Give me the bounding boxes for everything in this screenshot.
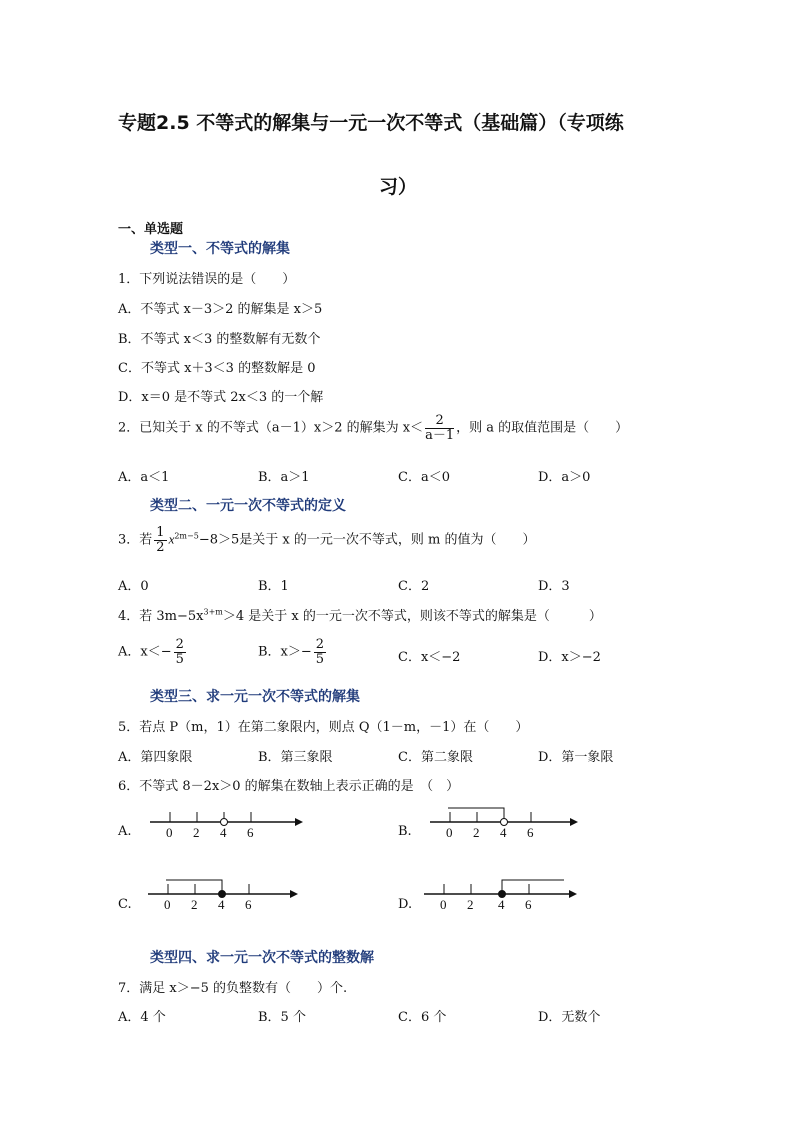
- q6-number-line-c: [140, 872, 310, 922]
- q2-frac-num: 2: [425, 414, 454, 429]
- q2-option-c: C．a＜0: [398, 470, 450, 485]
- q3-expr: x: [168, 531, 175, 547]
- q3-fraction: [154, 526, 166, 554]
- q4-b-pre: B．x＞−: [258, 644, 312, 660]
- q4-pre: 4．若 3m−5x: [118, 609, 204, 624]
- q2-stem: [118, 414, 628, 442]
- tick-label-0: 0: [440, 897, 447, 912]
- q6-option-d-label: D.: [398, 897, 413, 912]
- q4-option-c: C．x＜−2: [398, 650, 461, 665]
- q3-expr-post: −8＞5: [198, 532, 240, 548]
- q5-option-c: C．第二象限: [398, 750, 473, 765]
- q2-stem-post: ，则 a 的取值范围是（ ）: [456, 420, 629, 436]
- solution-bracket: [502, 880, 564, 894]
- q6-option-a-label: A.: [118, 824, 132, 839]
- tick-label-2: 2: [193, 825, 200, 840]
- tick-label-6: 6: [525, 897, 532, 912]
- axis-arrow: [569, 890, 577, 898]
- q3-stem: [118, 526, 535, 554]
- q6-option-b-label: B.: [398, 824, 412, 839]
- type3-heading: 类型三、求一元一次不等式的解集: [150, 689, 360, 705]
- q3-post: 是关于 x 的一元一次不等式，则 m 的值为（ ）: [239, 532, 536, 548]
- q7-option-c: C．6 个: [398, 1010, 447, 1025]
- q2-fraction: [425, 414, 454, 442]
- axis-arrow: [290, 890, 298, 898]
- page-title-line2: 习）: [379, 176, 418, 198]
- tick-label-6: 6: [247, 825, 254, 840]
- q6-stem: 6．不等式 8－2x＞0 的解集在数轴上表示正确的是 （ ）: [118, 779, 460, 794]
- axis-arrow: [570, 818, 578, 826]
- q4-option-b: [258, 638, 328, 666]
- solution-bracket: [448, 808, 504, 822]
- solution-bracket: [166, 880, 222, 894]
- q4-exponent: 3+m: [203, 607, 223, 617]
- q2-frac-den: a－1: [425, 427, 455, 443]
- q4-stem: [118, 605, 602, 624]
- tick-label-6: 6: [245, 897, 252, 912]
- q6-option-c-label: C.: [118, 897, 132, 912]
- q2-option-d: D．a＞0: [538, 470, 591, 485]
- tick-label-0: 0: [446, 825, 453, 840]
- tick-label-4: 4: [498, 897, 505, 912]
- q5-stem: 5．若点 P（m，1）在第二象限内，则点 Q（1－m，－1）在（ ）: [118, 720, 529, 735]
- q3-frac-num: 1: [156, 525, 165, 540]
- q4-option-d: D．x＞−2: [538, 650, 601, 665]
- q4-b-fraction: [314, 638, 326, 666]
- q4-a-fraction: [174, 638, 186, 666]
- tick-label-2: 2: [467, 897, 474, 912]
- tick-label-4: 4: [220, 825, 227, 840]
- q1-option-d: D．x＝0 是不等式 2x＜3 的一个解: [118, 390, 324, 405]
- q5-option-b: B．第三象限: [258, 750, 333, 765]
- q2-stem-pre: 2．已知关于 x 的不等式（a－1）x＞2 的解集为 x＜: [118, 420, 424, 436]
- tick-label-0: 0: [166, 825, 173, 840]
- q7-stem: 7．满足 x＞−5 的负整数有（ ）个.: [118, 981, 348, 996]
- q3-option-d: D．3: [538, 579, 570, 594]
- q2-option-b: B．a＞1: [258, 470, 310, 485]
- q6-number-line-b: [420, 800, 590, 850]
- tick-label-0: 0: [164, 897, 171, 912]
- type1-heading: 类型一、不等式的解集: [150, 241, 290, 257]
- q6-number-line-a: [140, 800, 310, 850]
- q7-option-d: D．无数个: [538, 1010, 601, 1025]
- q4-b-num: 2: [315, 637, 325, 652]
- q6-number-line-d: [414, 872, 584, 922]
- q4-option-a: [118, 638, 188, 666]
- q1-option-c: C．不等式 x＋3＜3 的整数解是 0: [118, 361, 316, 376]
- q3-option-c: C．2: [398, 579, 430, 594]
- tick-label-2: 2: [473, 825, 480, 840]
- tick-label-2: 2: [191, 897, 198, 912]
- type2-heading: 类型二、一元一次不等式的定义: [150, 498, 346, 514]
- q3-frac-den: 2: [156, 539, 165, 555]
- axis-arrow: [295, 818, 303, 826]
- section-heading: 一、单选题: [118, 222, 184, 237]
- q5-option-d: D．第一象限: [538, 750, 614, 765]
- tick-label-6: 6: [527, 825, 534, 840]
- q1-option-a: A．不等式 x－3＞2 的解集是 x＞5: [118, 302, 323, 317]
- q3-exponent: 2m−5: [174, 531, 199, 541]
- q7-option-b: B．5 个: [258, 1010, 306, 1025]
- q4-a-den: 5: [175, 651, 184, 667]
- q1-stem: 1．下列说法错误的是（ ）: [118, 272, 296, 287]
- q4-a-pre: A．x＜−: [118, 644, 172, 660]
- q4-b-den: 5: [315, 651, 325, 667]
- tick-label-4: 4: [218, 897, 225, 912]
- q4-post: ＞4 是关于 x 的一元一次不等式，则该不等式的解集是（ ）: [222, 609, 602, 624]
- q3-pre: 3．若: [118, 532, 153, 548]
- q2-option-a: A．a＜1: [118, 470, 170, 485]
- q1-option-b: B．不等式 x＜3 的整数解有无数个: [118, 332, 321, 347]
- tick-label-4: 4: [500, 825, 507, 840]
- page-title-line1: 专题2.5 不等式的解集与一元一次不等式（基础篇）（专项练: [118, 112, 624, 134]
- q5-option-a: A．第四象限: [118, 750, 193, 765]
- q4-a-num: 2: [175, 637, 184, 652]
- q7-option-a: A．4 个: [118, 1010, 166, 1025]
- q3-option-b: B．1: [258, 579, 289, 594]
- q3-option-a: A．0: [118, 579, 149, 594]
- type4-heading: 类型四、求一元一次不等式的整数解: [150, 950, 374, 966]
